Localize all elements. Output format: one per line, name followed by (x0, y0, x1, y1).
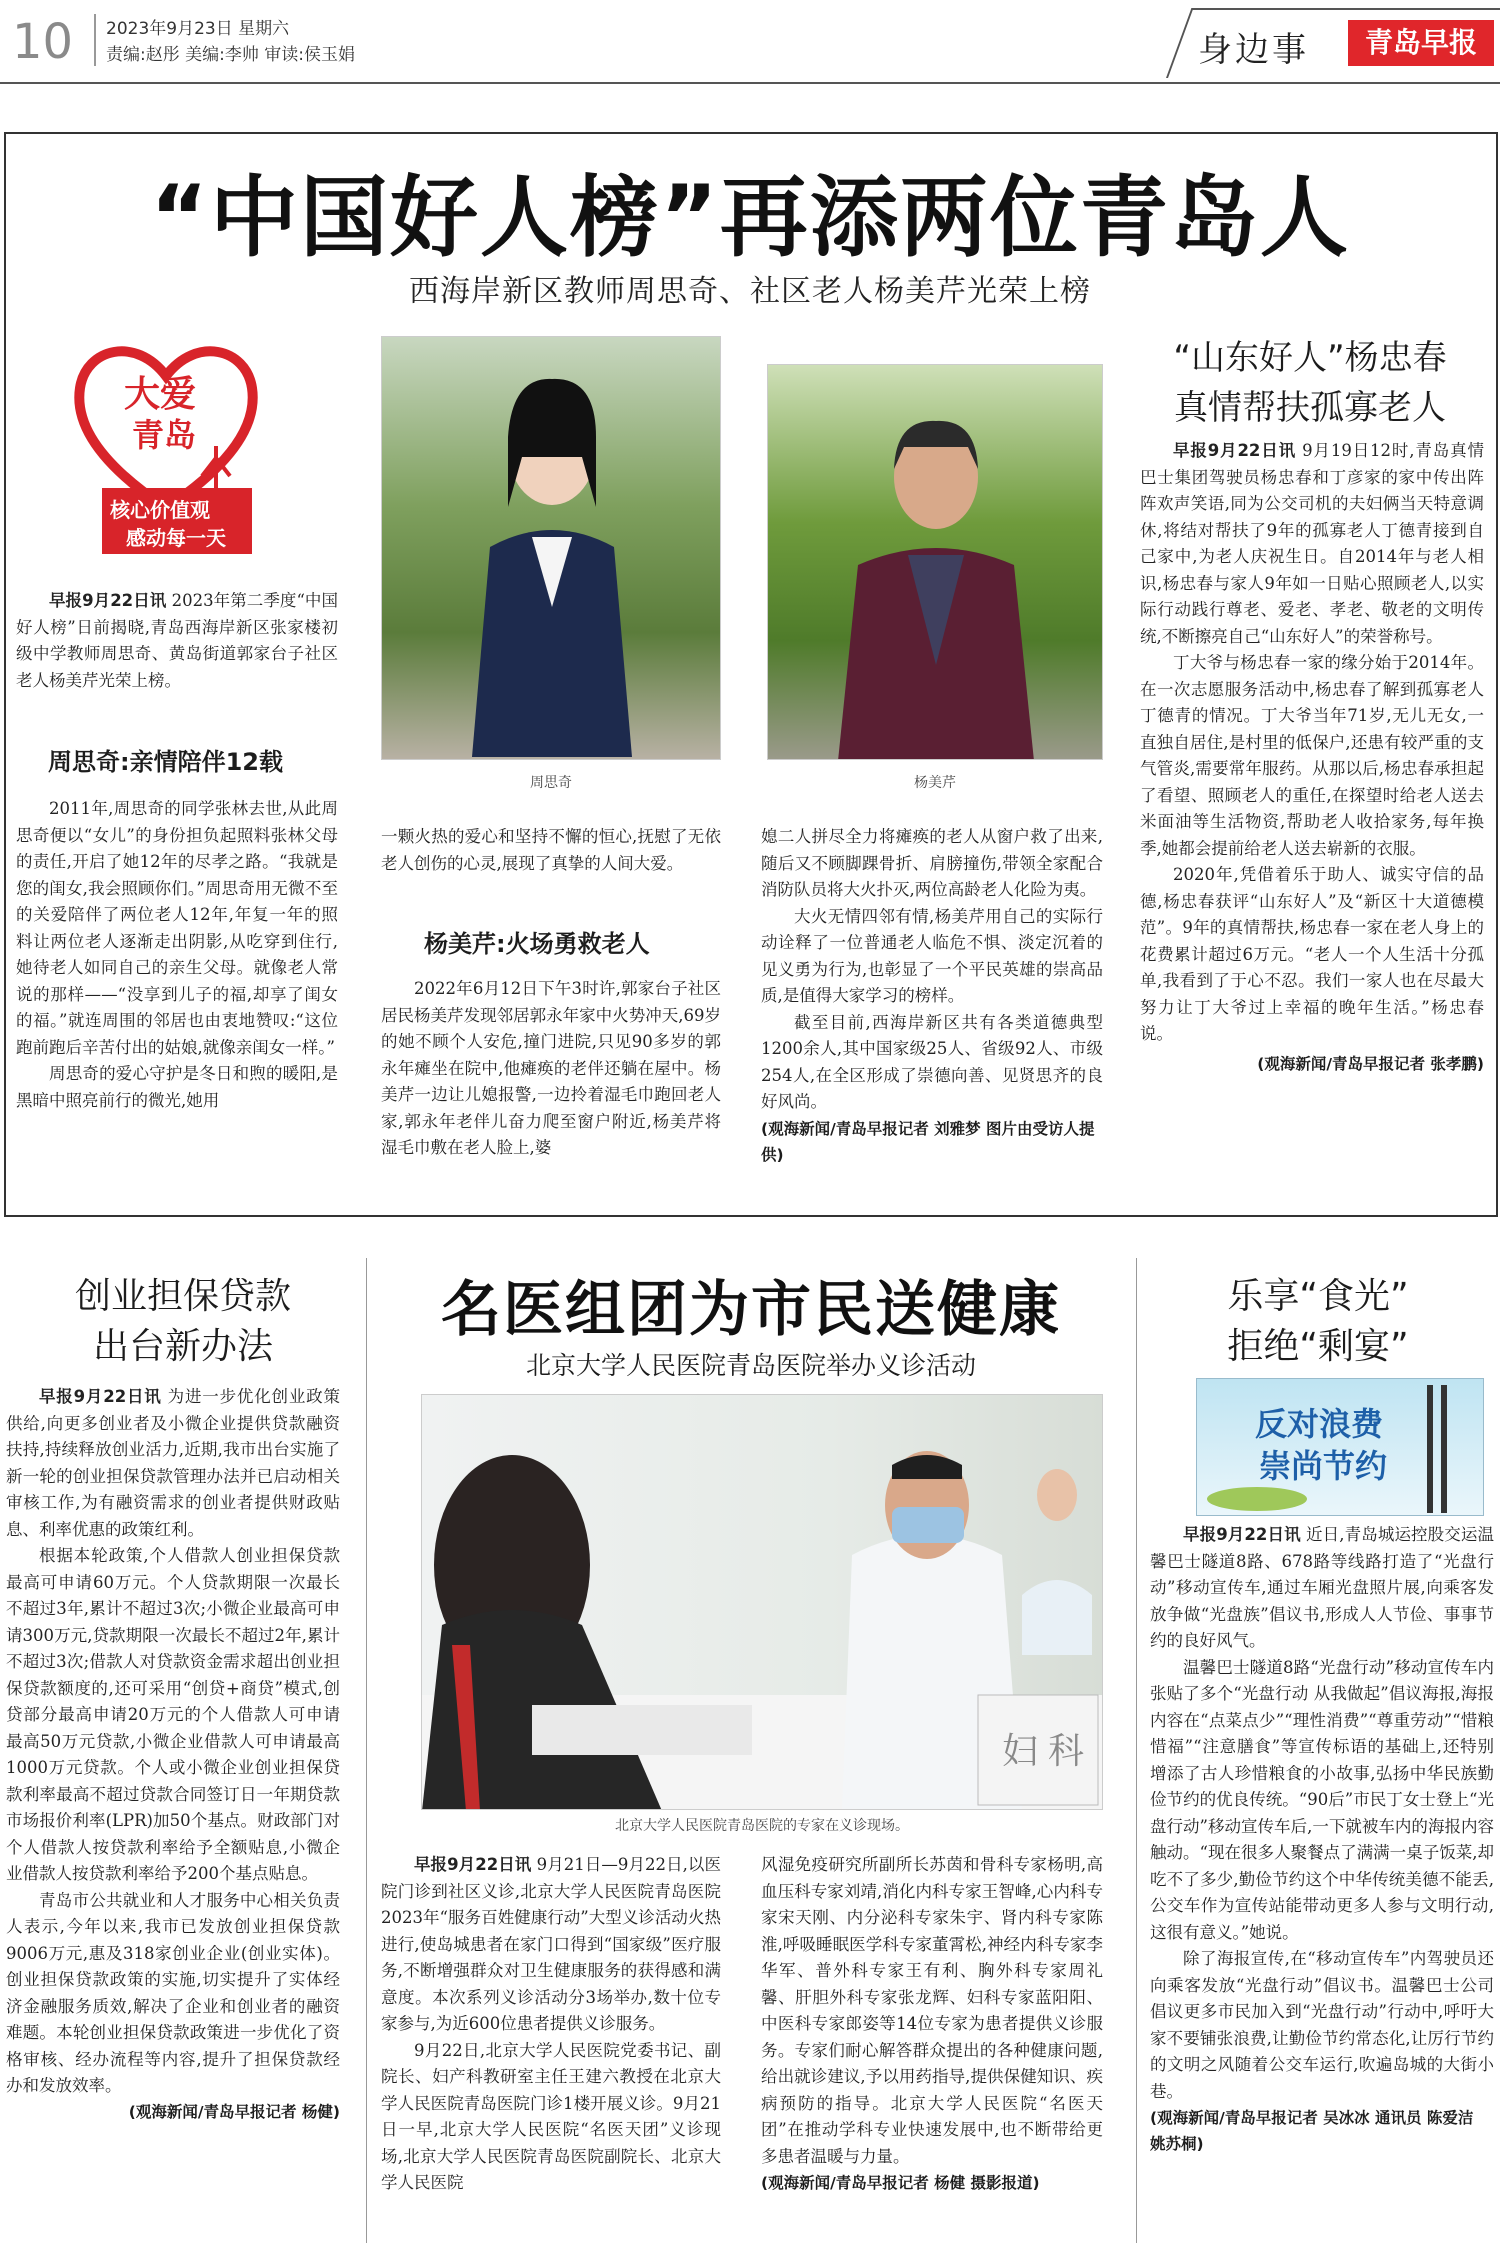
left-title-1: 创业担保贷款 (74, 1276, 291, 1317)
mid-headline: 名医组团为市民送健康 (441, 1275, 1061, 1345)
subhead-zhou: 周思奇:亲情陪伴12载 (48, 748, 283, 776)
header-rule (0, 82, 1500, 84)
mid-col1-text (381, 1852, 721, 2197)
photo-caption-zhou: 周思奇 (530, 775, 572, 791)
col2-para: 一颗火热的爱心和坚持不懈的恒心,抚慰了无依老人创伤的心灵,展现了真挚的人间大爱。 (381, 827, 721, 873)
photo-yang-meiqin (767, 364, 1103, 760)
right-para: 温馨巴士隧道8路“光盘行动”移动宣传车内张贴了多个“光盘行动 从我做起”倡议海报,海报内容在“点菜点少”“理性消费”“尊重劳动”“惜粮惜福”“注意膳食”等宣传标语的基础上,还特别增添了古人珍惜粮食的小故事,弘扬中华民族勤俭节约的优良传统。“90后”市民丁女士登上“光盘行动”移动宣传车后,一下就被车内的海报内容触动。“现在很多人聚餐点了满满一桌子饭菜,却吃不了多少,勤俭节约这个中华传统美德不能丢,公交车作为宣传站能带动更多人参与文明行动,这很有意义。”她说。 (1150, 1657, 1494, 1942)
col2b-para: 2022年6月12日下午3时许,郭家台子社区居民杨美芹发现邻居郭永年家中火势冲天,69岁的她不顾个人安危,撞门进院,只见90多岁的郭永年瘫坐在院中,他瘫痪的老伴还躺在屋中。杨美芹一边让儿媳报警,一边拎着湿毛巾跑回老人家,郭永年老伴儿奋力爬至窗户附近,杨美芹将湿毛巾敷在老人脸上,婆 (381, 979, 721, 1157)
mid-col2-text (761, 1852, 1103, 2196)
banner-text-1: 反对浪费 (1255, 1405, 1384, 1443)
person-portrait-icon (382, 337, 721, 760)
side-para: 2020年,凭借着乐于助人、诚实守信的品德,杨忠春获评“山东好人”及“新区十大道德模范”。9年的真情帮扶,杨忠春一家在老人身上的花费累计超过6万元。“老人一个人生活十分孤单,我看到了于心不忍。我们一家人也在尽最大努力让丁大爷过上幸福的晚年生活。”杨忠春说。 (1140, 865, 1484, 1043)
header-divider (94, 14, 96, 66)
issue-date: 2023年9月23日 星期六 (106, 19, 290, 39)
logo-text-qingdao: 青岛 (132, 416, 197, 454)
section-name: 身边事 (1198, 30, 1309, 70)
doctor-consultation-icon (422, 1395, 1103, 1810)
anti-waste-banner (1196, 1378, 1484, 1516)
right-para: 除了海报宣传,在“移动宣传车”内驾驶员还向乘客发放“光盘行动”倡议书。温馨巴士公司倡议更多市民加入到“光盘行动”行动中,呼吁大家不要铺张浪费,让勤俭节约常态化,让厉行节约的文明之风随着公交车运行,吹遍岛城的大街小巷。 (1150, 1949, 1494, 2101)
logo-text-gandong: 感动每一天 (126, 526, 226, 550)
right-title-1: 乐享“食光” (1227, 1276, 1409, 1317)
side-title-1: “山东好人”杨忠春 (1173, 338, 1447, 378)
col1-para: 2011年,周思奇的同学张林去世,从此周思奇便以“女儿”的身份担负起照料张林父母的责任,开启了她12年的尽孝之路。“我就是您的闺女,我会照顾你们。”周思奇用无微不至的关爱陪伴了两位老人12年,年复一年的照料让两位老人逐渐走出阴影,从吃穿到住行,她待老人如同自己的亲生父母。就像老人常说的那样——“没享到儿子的福,却享了闺女的福。”就连周围的邻居也由衷地赞叹:“这位跑前跑后辛苦付出的姑娘,就像亲闺女一样。” (16, 799, 338, 1057)
lead-paragraph: 早报9月22日讯 2023年第二季度“中国好人榜”日前揭晓,青岛西海岸新区张家楼初级中学教师周思奇、黄岛街道郭家台子社区老人杨美芹光荣上榜。 (16, 591, 338, 690)
mid-col1-para: 9月22日,北京大学人民医院党委书记、副院长、妇产科教研室主任王建六教授在北京大学人民医院青岛医院门诊1楼开展义诊。9月21日一早,北京大学人民医院“名医天团”义诊现场,北京大学人民医院青岛医院副院长、北京大学人民医院 (381, 2040, 721, 2192)
col1-para: 周思奇的爱心守护是冬日和煦的暖阳,是黑暗中照亮前行的微光,她用 (16, 1064, 338, 1110)
side-story-text (1140, 438, 1484, 1074)
top-col2b-text (381, 976, 721, 1162)
page-number: 10 (12, 14, 74, 70)
person-portrait-icon (768, 365, 1103, 760)
clinic-photo-caption: 北京大学人民医院青岛医院的专家在义诊现场。 (615, 1818, 909, 1834)
editor-credits: 责编:赵彤 美编:李帅 审读:侯玉娟 (106, 45, 355, 65)
bottom-divider-left (366, 1258, 367, 2243)
mid-credit: (观海新闻/青岛早报记者 杨健 摄影报道) (761, 2174, 1040, 2192)
photo-zhou-siqi (381, 336, 721, 760)
brand-logo: 青岛早报 (1348, 20, 1494, 66)
mid-col2-para: 风湿免疫研究所副所长苏茵和骨科专家杨明,高血压科专家刘靖,消化内科专家王智峰,心内科专家宋天刚、内分泌科专家朱宇、肾内科专家陈淮,呼吸睡眠医学科专家董霄松,神经内科专家李华军、普外科专家王有利、胸外科专家周礼馨、肝胆外科专家张龙辉、妇科专家蓝阳阳、中医科专家郎姿等14位专家为患者提供义诊服务。专家们耐心解答群众提出的各种健康问题,给出就诊建议,予以用药指导,提供保健知识、疾病预防的指导。北京大学人民医院“名医天团”在推动学科专业快速发展中,也不断带给更多患者温暖与力量。 (761, 1855, 1103, 2166)
left-title-2: 出台新办法 (92, 1326, 273, 1367)
logo-text-daai: 大爱 (124, 374, 197, 415)
side-credit: (观海新闻/青岛早报记者 张孝鹏) (1257, 1054, 1484, 1073)
top-col1-lead (16, 588, 338, 694)
left-para: 青岛市公共就业和人才服务中心相关负责人表示,今年以来,我市已发放创业担保贷款9006万元,惠及318家创业企业(创业实体)。创业担保贷款政策的实施,切实提升了实体经济金融服务质效,解决了企业和创业者的融资难题。本轮创业担保贷款政策进一步优化了资格审核、经办流程等内容,提升了担保贷款经办和发放效率。 (6, 1890, 340, 2095)
main-subhead: 西海岸新区教师周思奇、社区老人杨美芹光荣上榜 (409, 274, 1091, 309)
photo-caption-yang: 杨美芹 (914, 775, 956, 791)
sign-ke: 科 (1048, 1731, 1085, 1772)
right-para: 早报9月22日讯 近日,青岛城运控股交运温馨巴士隧道8路、678路等线路打造了“光盘行动”移动宣传车,通过车厢光盘照片展,向乘客发放争做“光盘族”倡议书,形成人人节俭、事事节约的良好风气。 (1150, 1525, 1494, 1650)
side-title-2: 真情帮扶孤寡老人 (1174, 388, 1446, 428)
logo-text-hexin: 核心价值观 (110, 498, 210, 522)
left-para: 早报9月22日讯 为进一步优化创业政策供给,向更多创业者及小微企业提供贷款融资扶持,持续释放创业活力,近期,我市出台实施了新一轮的创业担保贷款管理办法并已启动相关审核工作,为有融资需求的创业者提供财政贴息、利率优惠的政策红利。 (6, 1387, 340, 1539)
bottom-divider-right (1136, 1258, 1137, 2243)
mid-subhead: 北京大学人民医院青岛医院举办义诊活动 (525, 1351, 976, 1380)
side-para: 早报9月22日讯 9月19日12时,青岛真情巴士集团驾驶员杨忠春和丁彦家的家中传出阵阵欢声笑语,同为公交司机的夫妇俩当天特意调休,将结对帮扶了9年的孤寡老人丁德青接到自己家中,为老人庆祝生日。自2014年与老人相识,杨忠春与家人9年如一日贴心照顾老人,以实际行动践行尊老、爱老、孝老、敬老的文明传统,不断擦亮自己“山东好人”的荣誉称号。 (1140, 441, 1484, 646)
top-col2-text (381, 824, 721, 877)
sign-fu: 妇 (1002, 1731, 1039, 1772)
col3-para: 媳二人拼尽全力将瘫痪的老人从窗户救了出来,随后又不顾脚踝骨折、肩膀撞伤,带领全家配合消防队员将大火扑灭,两位高龄老人化险为夷。 (761, 827, 1103, 899)
right-title-2: 拒绝“剩宴” (1227, 1326, 1409, 1367)
top-col3-text (761, 824, 1103, 1168)
left-para: 根据本轮政策,个人借款人创业担保贷款最高可申请60万元。个人贷款期限一次最长不超过3年,累计不超过3次;小微企业最高可申请300万元,贷款期限一次最长不超过2年,累计不超过3次;借款人对贷款资金需求超出创业担保贷款额度的,还可采用“创贷+商贷”模式,创贷部分最高申请20万元的个人借款人可申请最高50万元贷款,小微企业借款人可申请最高1000万元贷款。个人或小微企业创业担保贷款利率最高不超过贷款合同签订日一年期贷款市场报价利率(LPR)加50个基点。财政部门对个人借款人按贷款利率给予全额贴息,小微企业借款人按贷款利率给予200个基点贴息。 (6, 1546, 340, 1883)
left-story-text (6, 1384, 340, 2122)
dai-qingdao-logo (66, 318, 266, 568)
side-para: 丁大爷与杨忠春一家的缘分始于2014年。在一次志愿服务活动中,杨忠春了解到孤寡老人丁德青的情况。丁大爷当年71岁,无儿无女,一直独自居住,是村里的低保户,还患有较严重的支气管炎,需要常年服药。从那以后,杨忠春承担起了看望、照顾老人的重任,在探望时给老人送去米面油等生活物资,帮助老人收拾家务,每年换季,她都会提前给老人送去崭新的衣服。 (1140, 653, 1484, 858)
top-col1-text (16, 796, 338, 1114)
page-header (0, 0, 1500, 84)
left-credit: (观海新闻/青岛早报记者 杨健) (128, 2102, 340, 2121)
banner-text-2: 崇尚节约 (1259, 1447, 1388, 1485)
col3-para: 截至目前,西海岸新区共有各类道德典型1200余人,其中国家级25人、省级92人、市级254人,在全区形成了崇德向善、见贤思齐的良好风尚。 (761, 1012, 1103, 1111)
right-credit: (观海新闻/青岛早报记者 吴冰冰 通讯员 陈爱洁 姚苏桐) (1150, 2109, 1474, 2153)
main-headline: “中国好人榜”再添两位青岛人 (150, 166, 1350, 269)
col3-para: 大火无情四邻有情,杨美芹用自己的实际行动诠释了一位普通老人临危不惧、淡定沉着的见义勇为行为,也彰显了一个平民英雄的崇高品质,是值得大家学习的榜样。 (761, 906, 1103, 1005)
right-story-text (1150, 1522, 1494, 2157)
col3-credit: (观海新闻/青岛早报记者 刘雅梦 图片由受访人提供) (761, 1119, 1095, 1164)
photo-clinic (421, 1394, 1103, 1810)
mid-col1-para: 早报9月22日讯 9月21日—9月22日,以医院门诊到社区义诊,北京大学人民医院青岛医院2023年“服务百姓健康行动”大型义诊活动火热进行,使岛城患者在家门口得到“国家级”医疗服务,不断增强群众对卫生健康服务的获得感和满意度。本次系列义诊活动分3场举办,数十位专家参与,为近600位患者提供义诊服务。 (381, 1855, 721, 2033)
subhead-yang: 杨美芹:火场勇救老人 (424, 930, 650, 958)
